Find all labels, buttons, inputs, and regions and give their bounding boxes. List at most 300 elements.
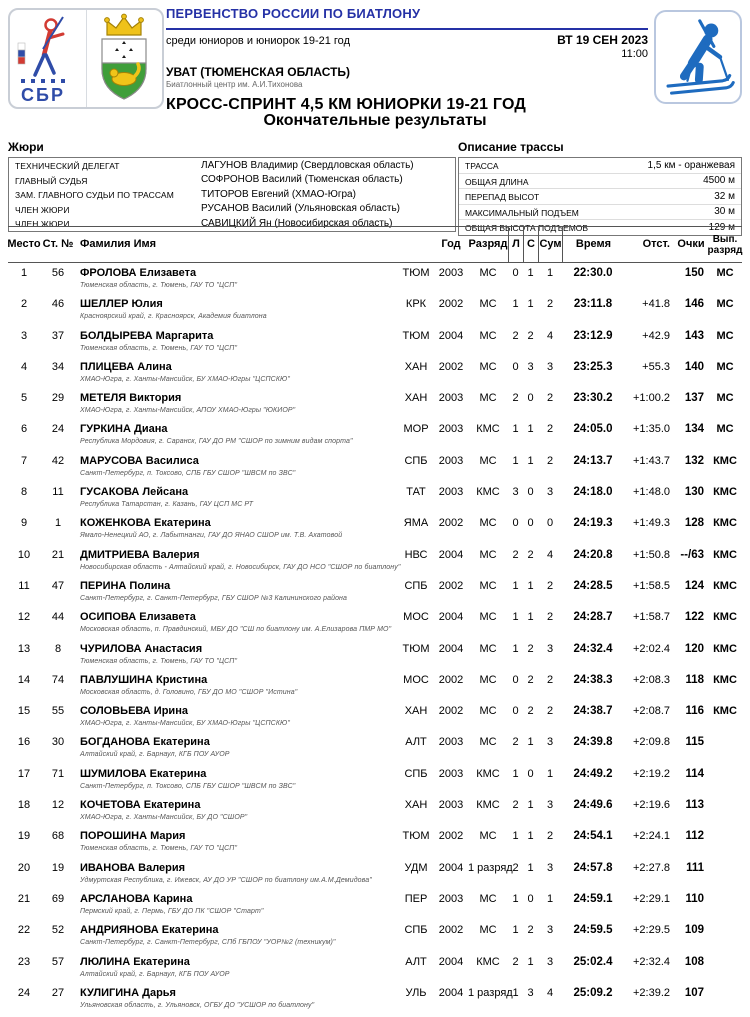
cell-fulfilled-rank: МС [716, 423, 734, 436]
cell-year: 2002 [438, 924, 464, 937]
jury-row [9, 187, 455, 202]
cell-points: 134 [684, 423, 704, 436]
cell-fulfilled-rank [708, 893, 742, 920]
cell-region: КРК [405, 298, 427, 311]
course-row [459, 189, 741, 205]
cell-lying: 0 [512, 267, 519, 279]
cell-bib: 55 [51, 705, 65, 718]
cell-lying: 2 [512, 955, 519, 968]
cell-behind: +1:43.7 [632, 454, 670, 467]
cell-athlete-name: ГУСАКОВА Лейсана [80, 486, 189, 499]
table-row [8, 607, 742, 638]
cell-sum: 2 [546, 830, 554, 843]
cell-sum: 2 [546, 579, 554, 592]
cell-points: 116 [685, 705, 704, 718]
cell-fulfilled-rank [708, 862, 742, 889]
cell-bib: 47 [51, 579, 65, 592]
course-param-label: ПЕРЕПАД ВЫСОТ [465, 192, 540, 202]
cell-lying: 0 [512, 517, 519, 530]
cell-rank: МС [479, 360, 497, 373]
cell-fulfilled-rank: КМС [713, 673, 737, 686]
cell-athlete-name: МЕТЕЛЯ Виктория [80, 392, 182, 405]
cell-year: 2003 [438, 486, 464, 499]
jury-role: ТЕХНИЧЕСКИЙ ДЕЛЕГАТ [15, 161, 120, 171]
cell-year: 2003 [438, 767, 464, 780]
cell-sum: 3 [546, 736, 554, 749]
cell-region: ТЮМ [402, 830, 430, 843]
cell-points: 130 [684, 486, 704, 499]
cell-region: УЛЬ [405, 986, 427, 999]
course-param-label: ОБЩАЯ ДЛИНА [465, 176, 529, 187]
cell-rank: МС [479, 267, 497, 279]
cell-lying: 2 [512, 736, 519, 749]
cell-sum: 3 [546, 861, 554, 874]
cell-athlete-club: Тюменская область, г. Тюмень, ГАУ ТО "ЦСП" [80, 344, 238, 352]
table-row [8, 639, 742, 670]
jury-table [8, 157, 456, 232]
table-row [8, 826, 742, 857]
cell-place: 23 [17, 955, 31, 968]
cell-rank: МС [479, 830, 497, 843]
cell-sum: 3 [546, 924, 554, 937]
course-row [459, 205, 741, 221]
cell-athlete-name: ПЕРИНА Полина [80, 579, 171, 592]
cell-place: 14 [17, 673, 31, 686]
cell-rank: МС [479, 517, 497, 530]
cell-lying: 2 [512, 861, 519, 874]
cell-fulfilled-rank [708, 924, 742, 951]
table-row [8, 419, 742, 450]
results-table-body [8, 263, 742, 1014]
cell-athlete-name: БОГДАНОВА Екатерина [80, 736, 210, 749]
cell-place: 5 [20, 392, 28, 405]
cell-points: 124 [684, 579, 704, 592]
cell-place: 9 [20, 517, 28, 530]
cell-points: 115 [685, 736, 704, 749]
cell-year: 2002 [438, 705, 464, 718]
cell-region: УДМ [404, 861, 428, 874]
cell-points: 128 [684, 517, 704, 530]
cell-behind: +2:08.7 [632, 705, 670, 718]
results-table-header [8, 226, 742, 263]
cell-athlete-club: Красноярский край, г. Красноярск, Академия биатлона [80, 313, 267, 321]
cell-rank: МС [479, 642, 497, 655]
cell-rank: КМС [476, 799, 500, 812]
cell-rank: КМС [476, 486, 500, 499]
table-row [8, 513, 742, 544]
cell-athlete-club: ХМАО-Югра, г. Ханты-Мансийск, БУ ХМАО-Югры "ЦСПСКЮ" [80, 375, 290, 383]
cell-year: 2004 [438, 861, 464, 874]
cell-lying: 1 [512, 830, 519, 843]
cell-lying: 1 [512, 924, 519, 937]
sbr-biathlete-icon [13, 13, 83, 105]
cell-points: 118 [685, 673, 704, 686]
cell-bib: 56 [51, 267, 65, 279]
cell-bib: 69 [51, 892, 65, 905]
cell-standing: 0 [527, 517, 534, 530]
cell-standing: 3 [527, 986, 534, 999]
cell-time: 24:28.5 [573, 579, 613, 592]
sbr-label: СБР [20, 84, 65, 105]
cell-standing: 2 [527, 673, 534, 686]
cell-athlete-name: МАРУСОВА Василиса [80, 454, 199, 467]
cell-bib: 1 [54, 517, 62, 530]
cell-place: 20 [17, 861, 31, 874]
cell-athlete-name: ИВАНОВА Валерия [80, 861, 186, 874]
table-row [8, 732, 742, 763]
cell-place: 10 [17, 548, 31, 561]
cell-points: 122 [684, 611, 704, 624]
cell-place: 16 [17, 736, 31, 749]
cell-athlete-club: Санкт-Петербург, г. Санкт-Петербург, ГБУ СШОР №3 Калининского района [80, 594, 348, 602]
cell-fulfilled-rank: КМС [713, 611, 737, 624]
cell-behind: +41.8 [642, 298, 670, 311]
cell-bib: 42 [51, 454, 65, 467]
cell-sum: 4 [546, 548, 554, 561]
table-row [8, 889, 742, 920]
cell-sum: 2 [546, 673, 554, 686]
col-header-points: Очки [677, 238, 705, 251]
jury-row [9, 173, 455, 188]
cell-athlete-club: Новосибирская область - Алтайский край, г. Новосибирск, ГАУ ДО НСО "СШОР по биатлону" [80, 563, 401, 571]
cell-time: 24:38.3 [573, 673, 613, 686]
cell-place: 24 [17, 986, 31, 999]
cell-standing: 1 [527, 955, 534, 968]
col-header-time: Время [562, 227, 624, 262]
cell-region: ХАН [404, 799, 428, 812]
cell-sum: 4 [546, 986, 554, 999]
cell-region: СПБ [404, 454, 428, 467]
cell-year: 2003 [438, 799, 464, 812]
cell-points: 120 [684, 642, 704, 655]
cell-bib: 46 [51, 298, 65, 311]
cell-athlete-name: ОСИПОВА Елизавета [80, 611, 196, 624]
cell-lying: 2 [512, 799, 519, 812]
cell-rank: КМС [476, 423, 500, 436]
cell-region: НВС [404, 548, 428, 561]
cell-points: 112 [685, 830, 704, 843]
cell-year: 2002 [438, 360, 464, 373]
cell-lying: 2 [512, 392, 519, 405]
cell-standing: 2 [527, 642, 534, 655]
cell-time: 24:13.7 [573, 454, 613, 467]
cell-lying: 1 [512, 642, 519, 655]
cell-athlete-club: Республика Татарстан, г. Казань, ГАУ ЦСП МС РТ [80, 501, 254, 509]
cell-fulfilled-rank: МС [716, 298, 734, 311]
course-row [459, 174, 741, 190]
cell-rank: МС [479, 454, 497, 467]
cell-region: ХАН [404, 705, 428, 718]
cell-time: 24:28.7 [573, 611, 613, 624]
cell-athlete-club: Санкт-Петербург, г. Санкт-Петербург, СПб ГБПОУ "УОР№2 (техникум)" [80, 939, 336, 947]
cell-points: 108 [684, 955, 704, 968]
table-row [8, 482, 742, 513]
cell-place: 1 [20, 267, 28, 279]
cell-place: 12 [17, 611, 31, 624]
cell-time: 24:57.8 [573, 861, 613, 874]
event-time: 11:00 [621, 48, 648, 60]
cell-time: 24:05.0 [573, 423, 613, 436]
cell-rank: МС [479, 705, 497, 718]
cell-athlete-name: ШУМИЛОВА Екатерина [80, 767, 207, 780]
col-header-place: Место [7, 238, 41, 251]
cell-standing: 2 [527, 329, 534, 342]
page-title: ПЕРВЕНСТВО РОССИИ ПО БИАТЛОНУ [166, 6, 421, 21]
col-header-bib: Ст. № [42, 238, 74, 251]
table-row [8, 451, 742, 482]
cell-rank: МС [479, 579, 497, 592]
cell-year: 2002 [438, 298, 464, 311]
course-section [458, 140, 742, 236]
cell-lying: 0 [512, 705, 519, 718]
cell-points: 113 [685, 799, 704, 812]
cell-place: 17 [17, 767, 31, 780]
cell-lying: 0 [512, 673, 519, 686]
cell-year: 2002 [438, 517, 464, 530]
cell-time: 23:30.2 [573, 392, 613, 405]
cell-bib: 27 [51, 986, 65, 999]
cell-athlete-name: КОЧЕТОВА Екатерина [80, 799, 201, 812]
cell-sum: 2 [546, 454, 554, 467]
cell-place: 2 [20, 298, 28, 311]
cell-fulfilled-rank: КМС [713, 454, 737, 467]
cell-athlete-club: Тюменская область, г. Тюмень, ГАУ ТО "ЦСП" [80, 282, 238, 289]
cell-lying: 0 [512, 360, 519, 373]
cell-athlete-club: Тюменская область, г. Тюмень, ГАУ ТО "ЦСП" [80, 845, 238, 853]
cell-sum: 3 [546, 799, 554, 812]
cell-behind: +1:58.5 [632, 579, 670, 592]
uvat-coat-of-arms [86, 10, 163, 107]
course-param-label: ОБЩАЯ ВЫСОТА ПОДЪЕМОВ [465, 223, 589, 233]
cell-bib: 19 [51, 861, 65, 874]
cell-year: 2002 [438, 673, 464, 686]
cell-fulfilled-rank: МС [716, 392, 734, 405]
cell-athlete-club: ХМАО-Югра, г. Ханты-Мансийск, БУ ХМАО-Югры "ЦСПСКЮ" [80, 720, 290, 728]
cell-standing: 3 [527, 360, 534, 373]
cell-lying: 1 [512, 611, 519, 624]
cell-rank: МС [479, 736, 497, 749]
cell-athlete-name: БОЛДЫРЕВА Маргарита [80, 329, 214, 342]
cell-behind: +1:58.7 [632, 611, 670, 624]
cell-region: ХАН [404, 392, 428, 405]
header [166, 6, 648, 114]
cell-time: 24:54.1 [573, 830, 613, 843]
cell-standing: 0 [527, 767, 534, 780]
cell-sum: 1 [546, 892, 554, 905]
cell-standing: 1 [527, 611, 534, 624]
cell-points: 137 [684, 392, 704, 405]
cell-year: 2004 [438, 611, 464, 624]
cell-time: 25:09.2 [573, 986, 613, 999]
jury-role: ЧЛЕН ЖЮРИ [15, 219, 70, 229]
cell-rank: МС [479, 329, 497, 342]
cell-time: 24:49.6 [573, 799, 613, 812]
cell-fulfilled-rank [708, 799, 742, 826]
cell-athlete-name: ЧУРИЛОВА Анастасия [80, 642, 203, 655]
cell-rank: МС [479, 892, 497, 905]
cell-athlete-name: СОЛОВЬЕВА Ирина [80, 705, 188, 718]
cell-time: 24:32.4 [573, 642, 613, 655]
jury-row [9, 202, 455, 217]
cell-athlete-name: ДМИТРИЕВА Валерия [80, 548, 200, 561]
logo-box [8, 8, 164, 109]
cell-behind [624, 267, 674, 294]
cell-time: 22:30.0 [573, 267, 613, 279]
jury-member-name: СОФРОНОВ Василий (Тюменская область) [201, 174, 403, 185]
cell-lying: 1 [512, 579, 519, 592]
cell-bib: 44 [51, 611, 65, 624]
table-row [8, 294, 742, 325]
course-param-value: 129 м [708, 221, 735, 233]
jury-role: ГЛАВНЫЙ СУДЬЯ [15, 175, 88, 186]
cell-fulfilled-rank: МС [716, 329, 734, 342]
cell-sum: 1 [546, 267, 554, 279]
cell-standing: 0 [527, 392, 534, 405]
cell-region: ХАН [404, 360, 428, 373]
cell-athlete-club: Пермский край, г. Пермь, ГБУ ДО ПК "СШОР "Старт" [80, 907, 264, 915]
cell-athlete-name: ШЕЛЛЕР Юлия [80, 298, 163, 311]
cell-points: 140 [684, 360, 704, 373]
cell-year: 2003 [438, 267, 464, 279]
cell-time: 24:59.1 [573, 892, 613, 905]
cell-bib: 12 [51, 799, 65, 812]
cell-points: --/63 [680, 548, 704, 561]
cell-rank: 1 разряд [468, 861, 513, 874]
cell-behind: +2:08.3 [632, 673, 670, 686]
cell-standing: 2 [527, 924, 534, 937]
cell-standing: 1 [527, 861, 534, 874]
uvat-crest-icon [89, 13, 159, 105]
cell-place: 6 [20, 423, 28, 436]
cell-points: 109 [684, 924, 704, 937]
cell-standing: 1 [527, 736, 534, 749]
table-row [8, 952, 742, 983]
jury-row [9, 158, 455, 173]
cell-time: 23:11.8 [573, 298, 613, 311]
cell-fulfilled-rank: КМС [713, 517, 737, 530]
cell-region: ТАТ [406, 486, 426, 499]
cell-region: СПБ [404, 767, 428, 780]
cell-time: 24:39.8 [573, 736, 613, 749]
cell-lying: 1 [512, 767, 519, 780]
jury-member-name: РУСАНОВ Василий (Ульяновская область) [201, 203, 400, 214]
cell-place: 22 [17, 924, 31, 937]
cell-bib: 11 [52, 486, 64, 499]
table-row [8, 388, 742, 419]
table-row [8, 263, 742, 294]
col-header-name: Фамилия Имя [80, 238, 157, 251]
cell-rank: 1 разряд [468, 986, 513, 999]
cell-athlete-name: КУЛИГИНА Дарья [80, 986, 176, 999]
cell-region: ПЕР [404, 892, 428, 905]
cell-time: 24:18.0 [573, 486, 613, 499]
cell-behind: +2:29.5 [632, 924, 670, 937]
col-header-region [398, 227, 434, 262]
cell-bib: 68 [51, 830, 65, 843]
cell-time: 24:49.2 [573, 767, 613, 780]
table-row [8, 326, 742, 357]
course-table [458, 157, 742, 236]
col-header-sum: Сум [538, 227, 562, 262]
col-header-behind: Отст. [642, 238, 670, 251]
cell-sum: 3 [546, 486, 554, 499]
cell-bib: 24 [51, 423, 65, 436]
cell-fulfilled-rank [708, 736, 742, 763]
cell-sum: 1 [546, 767, 554, 780]
cell-athlete-club: Московская область, п. Правдинский, МБУ ДО "СШ по биатлону им. А.Елизарова ПМР МО" [80, 626, 392, 634]
cell-place: 13 [17, 642, 31, 655]
cell-sum: 2 [546, 611, 554, 624]
cell-place: 3 [20, 329, 28, 342]
cell-behind: +1:50.8 [632, 548, 670, 561]
course-param-label: МАКСИМАЛЬНЫЙ ПОДЪЕМ [465, 207, 579, 218]
course-param-value: 32 м [714, 190, 735, 202]
jury-title: Жюри [8, 140, 44, 154]
cell-athlete-club: Тюменская область, г. Тюмень, ГАУ ТО "ЦСП" [80, 657, 238, 665]
cell-rank: МС [479, 392, 497, 405]
cell-region: МОР [403, 423, 429, 436]
cell-behind: +2:39.2 [632, 986, 670, 999]
cell-bib: 21 [51, 548, 65, 561]
cell-athlete-club: ХМАО-Югра, г. Ханты-Мансийск, БУ ДО "СШОР" [80, 814, 248, 822]
course-param-value: 1,5 км - оранжевая [647, 159, 735, 171]
jury-member-name: САВИЦКИЙ Ян (Новосибирская область) [201, 217, 393, 229]
cell-lying: 1 [512, 892, 519, 905]
cell-year: 2004 [438, 329, 464, 342]
cell-place: 15 [17, 705, 31, 718]
cell-standing: 1 [527, 423, 534, 436]
cell-athlete-club: Ульяновская область, г. Ульяновск, ОГБУ ДО "УСШОР по биатлону" [80, 1001, 315, 1009]
cell-points: 110 [685, 892, 704, 905]
cell-points: 143 [684, 329, 704, 342]
cell-rank: МС [479, 298, 497, 311]
cell-athlete-club: ХМАО-Югра, г. Ханты-Мансийск, АПОУ ХМАО-Югры "ЮКИОР" [80, 407, 296, 415]
results-title: Окончательные результаты [263, 112, 487, 129]
cell-behind: +2:09.8 [632, 736, 670, 749]
cell-standing: 1 [527, 830, 534, 843]
cell-athlete-club: Удмуртская Республика, г. Ижевск, АУ ДО УР "СШОР по биатлону им.А.М.Демидова" [80, 876, 372, 884]
cell-behind: +2:32.4 [632, 955, 670, 968]
cell-athlete-name: ЛЮЛИНА Екатерина [80, 955, 190, 968]
col-header-rank: Разряд [468, 238, 508, 251]
cell-fulfilled-rank: КМС [713, 642, 737, 655]
biathlon-pictogram [654, 10, 742, 104]
cell-bib: 52 [51, 924, 65, 937]
cell-bib: 37 [51, 329, 65, 342]
cell-region: ТЮМ [402, 267, 430, 279]
cell-time: 24:38.7 [573, 705, 613, 718]
jury-role: ЧЛЕН ЖЮРИ [15, 204, 70, 215]
table-row [8, 920, 742, 951]
cell-fulfilled-rank: КМС [713, 579, 737, 592]
cell-lying: 2 [512, 329, 519, 342]
biathlete-skier-icon [661, 17, 735, 97]
cell-lying: 1 [512, 986, 519, 999]
event-category: среди юниоров и юниорок 19-21 год [166, 35, 350, 47]
jury-section [8, 140, 456, 232]
cell-athlete-club: Московская область, д. Головино, ГБУ ДО МО "СШОР "Истина" [80, 688, 298, 696]
cell-athlete-name: АНДРИЯНОВА Екатерина [80, 924, 219, 937]
cell-sum: 3 [546, 360, 554, 373]
cell-standing: 1 [527, 579, 534, 592]
cell-year: 2004 [438, 986, 464, 999]
table-row [8, 670, 742, 701]
cell-athlete-name: ГУРКИНА Диана [80, 423, 168, 436]
cell-lying: 1 [512, 423, 519, 436]
cell-time: 24:20.8 [573, 548, 613, 561]
table-row [8, 764, 742, 795]
cell-standing: 1 [527, 799, 534, 812]
